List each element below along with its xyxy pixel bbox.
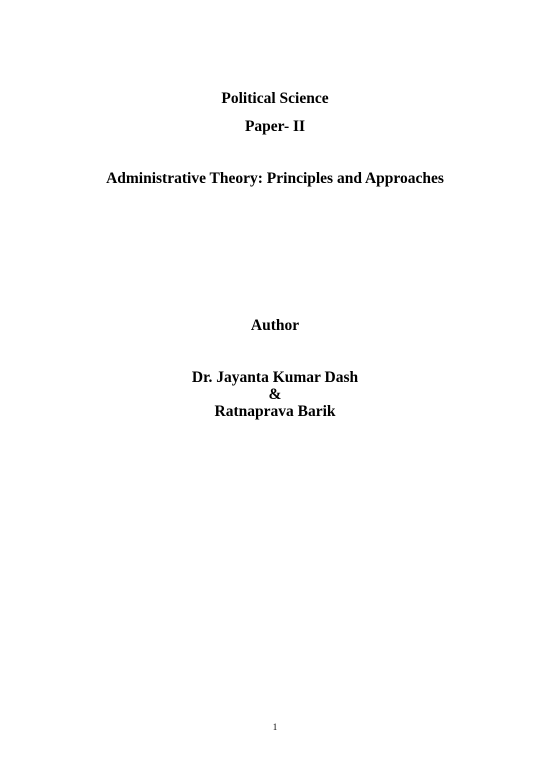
subject-heading: Political Science	[221, 90, 329, 107]
page-number: 1	[272, 722, 278, 732]
document-title: Administrative Theory: Principles and Approaches	[106, 170, 444, 187]
paper-heading: Paper- II	[244, 118, 306, 135]
author-conjunction: &	[268, 386, 282, 403]
author-heading: Author	[250, 317, 300, 334]
author-name-primary: Dr. Jayanta Kumar Dash	[191, 369, 359, 386]
author-name-secondary: Ratnaprava Barik	[214, 403, 336, 420]
